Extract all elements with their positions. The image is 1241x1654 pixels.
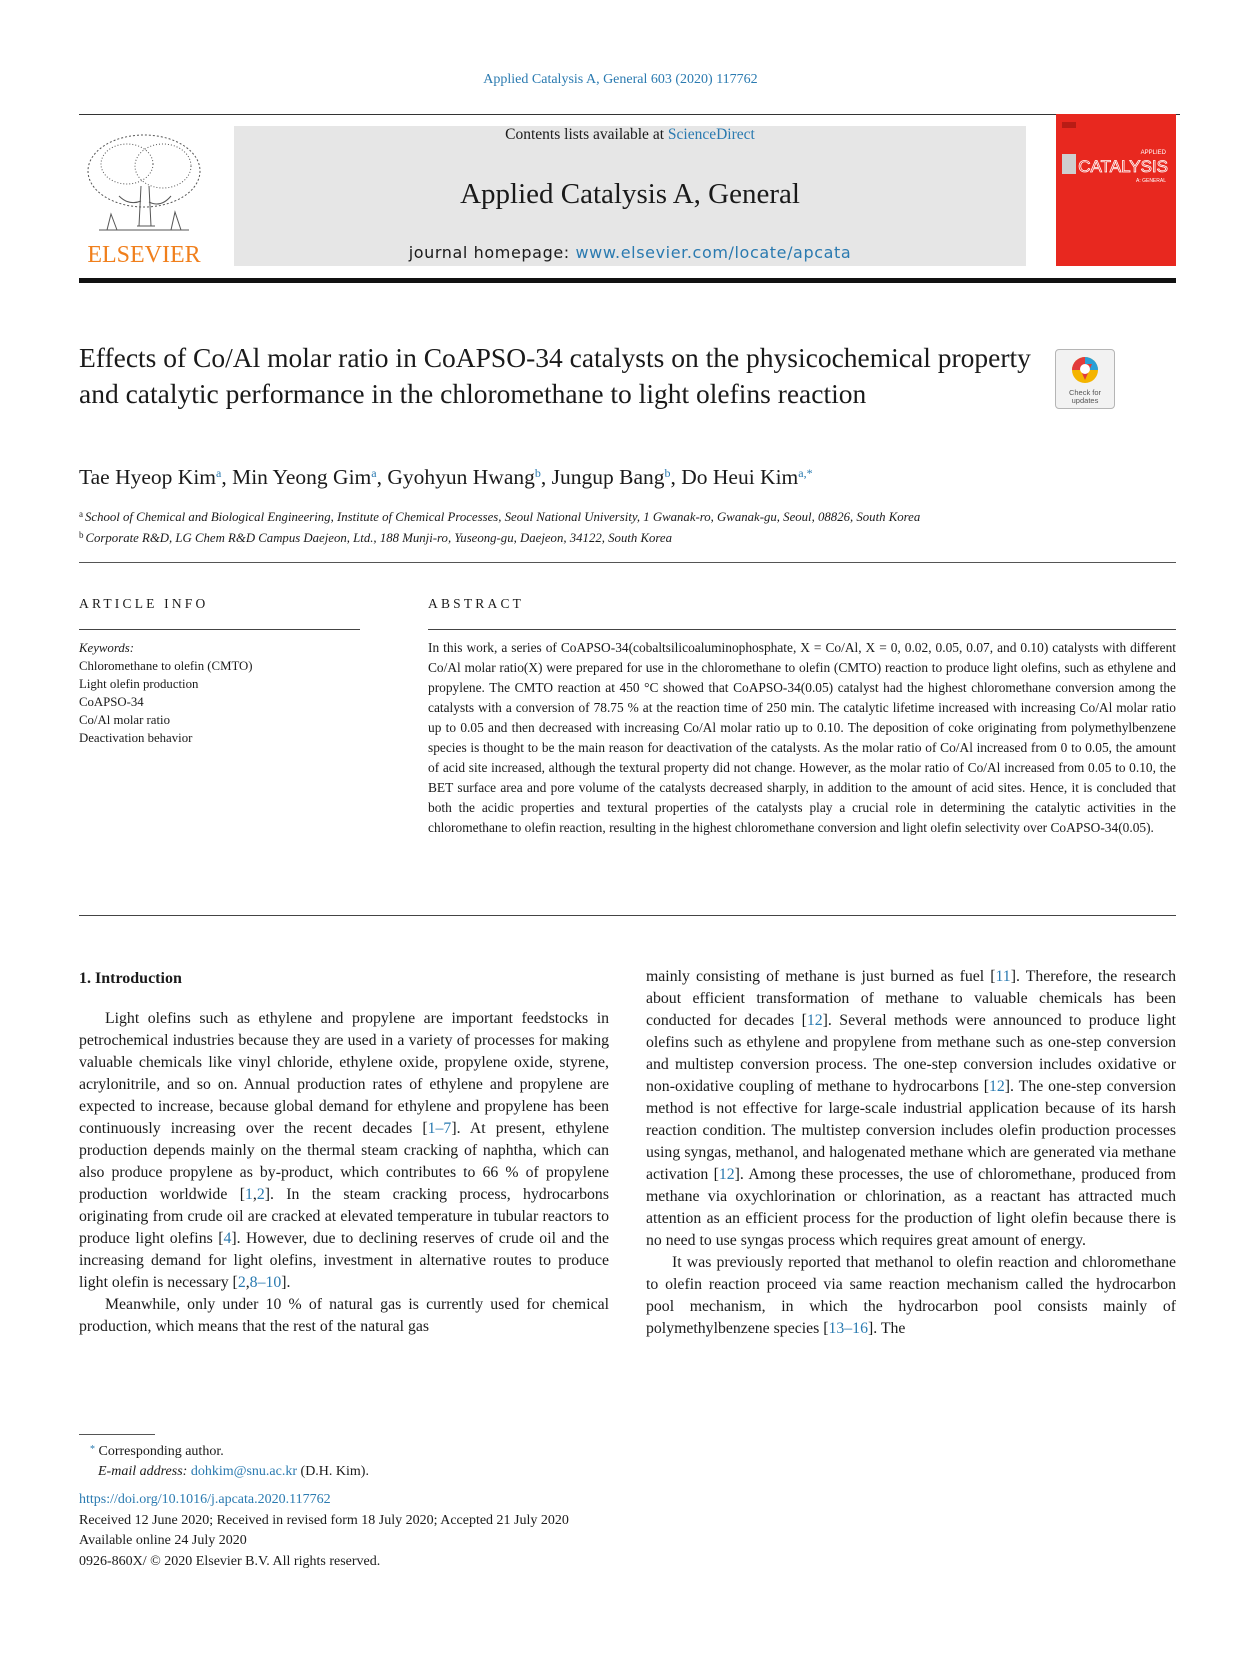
author-affiliation-mark[interactable]: b — [664, 466, 671, 480]
paragraph-text: ]. The — [867, 1320, 906, 1337]
journal-banner — [234, 126, 1026, 266]
body-column-left — [79, 1008, 609, 1338]
contents-line — [234, 126, 1026, 144]
affiliation-b — [79, 526, 1179, 547]
journal-name: Applied Catalysis A, General — [460, 178, 800, 210]
author-separator: , — [221, 465, 233, 489]
footnote-rule — [79, 1434, 155, 1435]
body-column-right — [646, 966, 1176, 1340]
abstract-heading: ABSTRACT — [428, 596, 525, 611]
received-dates: Received 12 June 2020; Received in revised form 18 July 2020; Accepted 21 July 2020 — [79, 1512, 569, 1528]
contents-prefix: Contents lists available at — [505, 126, 668, 143]
paragraph-text: , — [252, 1186, 257, 1203]
citation-link[interactable]: 13–16 — [828, 1320, 868, 1337]
paragraph-text: It was previously reported that methanol to olefin reaction and chloromethane to olefin reaction proceed via same reaction mechanism called the hydrocarbon pool mechanism, in which the hydrocarbon pool consists mainly of polymethylbenzene species [ — [646, 1254, 1176, 1337]
author-name: Gyohyun Hwang — [387, 465, 535, 489]
email-line — [98, 1462, 369, 1482]
paragraph-text: ]. Therefore, the research about efficient transformation of methane to valuable chemicals has been conducted for decades [ — [646, 968, 1176, 1029]
available-online: Available online 24 July 2020 — [79, 1533, 247, 1548]
paragraph-text: , — [245, 1274, 250, 1291]
email-link[interactable]: dohkim@snu.ac.kr — [190, 1464, 298, 1479]
paragraph-text: Light olefins such as ethylene and propylene are important feedstocks in petrochemical industries because they are used in a variety of processes for making valuable chemicals like vinyl chloride, ethylene oxide, propylene oxide, styrene, acrylonitrile, and so on. Annual production rates of ethylene and propylene are expected to increase, because global demand for ethylene and propylene has been continuously increasing over the recent decades [ — [79, 1010, 609, 1137]
citation-link[interactable]: 1 — [244, 1186, 253, 1203]
header-thick-rule — [79, 278, 1176, 283]
author-separator: , — [540, 465, 552, 489]
citation-link[interactable]: 4 — [223, 1230, 232, 1247]
affiliation-text: School of Chemical and Biological Engineering, Institute of Chemical Processes, Seoul National University, 1 Gwanak-ro, Gwanak-gu, Seoul, 08826, South Korea — [85, 510, 921, 524]
author-affiliation-mark[interactable]: b — [534, 466, 541, 480]
cover-art-icon — [1056, 114, 1176, 266]
homepage-link[interactable]: www.elsevier.com/locate/apcata — [575, 243, 852, 262]
keyword: Chloromethane to olefin (CMTO) — [79, 659, 253, 673]
affiliation-mark: a — [79, 509, 83, 519]
paragraph-text: ]. — [281, 1274, 291, 1291]
article-info-heading: ARTICLE INFO — [79, 596, 209, 611]
sciencedirect-link[interactable]: ScienceDirect — [667, 126, 755, 143]
author-affiliation-mark[interactable]: a,* — [798, 466, 813, 480]
author-affiliation-mark[interactable]: a — [216, 466, 222, 480]
check-for-updates-button[interactable] — [1055, 349, 1115, 409]
cover-line2: CATALYSIS — [1078, 157, 1168, 176]
publisher-wordmark: ELSEVIER — [87, 242, 201, 268]
paragraph-text: ]. However, due to declining reserves of crude oil and the increasing demand for light olefins, investment in alternative routes to produce light olefin is necessary [ — [79, 1230, 609, 1291]
citation-link[interactable]: 2 — [237, 1274, 246, 1291]
cover-line3: A: GENERAL — [1135, 178, 1166, 184]
abstract-rule — [428, 629, 1176, 630]
paragraph-text: ]. Among these processes, the use of chloromethane, produced from methane via oxychlorination or chlorination, as a reactant has attracted much attention as an efficient process for the production of light olefin because there is no need to use syngas process which requires great amount of energy. — [646, 1166, 1176, 1249]
article-title: Effects of Co/Al molar ratio in CoAPSO-34 catalysts on the physicochemical property and catalytic performance in the chloromethane to light olefins reaction — [79, 342, 1031, 409]
corresponding-footnote — [90, 1440, 369, 1482]
citation-link[interactable]: 2 — [256, 1186, 265, 1203]
citation-link[interactable]: 12 — [806, 1012, 823, 1029]
citation-link[interactable]: 12 — [718, 1166, 735, 1183]
homepage-line — [234, 243, 1026, 262]
keyword: Co/Al molar ratio — [79, 713, 170, 727]
author-separator: , — [670, 465, 682, 489]
body-paragraph — [79, 1294, 609, 1338]
citation-link[interactable]: 11 — [995, 968, 1011, 985]
check-for-updates-icon — [1056, 350, 1114, 408]
author-name: Do Heui Kim — [681, 465, 799, 489]
corresponding-author-line — [90, 1440, 369, 1462]
article-info-rule — [79, 629, 360, 630]
author-list — [79, 465, 1179, 490]
author-name: Tae Hyeop Kim — [79, 465, 217, 489]
affiliation-rule — [79, 562, 1176, 563]
keywords-block — [79, 639, 369, 747]
tree-icon — [79, 126, 209, 268]
keyword: Deactivation behavior — [79, 731, 193, 745]
body-paragraph — [646, 1252, 1176, 1340]
abstract-text: In this work, a series of CoAPSO-34(cobaltsilicoaluminophosphate, X = Co/Al, X = 0, 0.02, 0.05, 0.07, and 0.10) catalysts with different Co/Al molar ratio(X) were prepared for use in the chloromethane to olefin (CMTO) reaction to produce light olefins, such as ethylene and propylene. The CMTO reaction at 450 °C showed that CoAPSO-34(0.05) catalyst had the highest chloromethane conversion among the catalysts with a conversion of 78.75 % at the reaction time of 250 min. The catalytic lifetime increased with increasing Co/Al molar ratio up to 0.05 and then decreased with increasing Co/Al molar ratio up to 0.10. The deposition of coke originating from polymethylbenzene species is thought to be the main reason for deactivation of the catalysts. As the molar ratio of Co/Al increased from 0 to 0.05, the amount of acid site increased, although the textural property did not change. However, as the molar ratio of Co/Al increased from 0.05 to 0.10, the BET surface area and pore volume of the catalysts decreased sharply, in addition to the amount of acid sites. Hence, it is concluded that both the acidic properties and textural properties of the catalysts play a crucial role in determining the catalytic activities in the chloromethane to olefin reaction, resulting in the highest chloromethane conversion and light olefin selectivity over CoAPSO-34(0.05). — [428, 640, 1176, 835]
publication-info — [79, 1490, 569, 1572]
author-affiliation-mark[interactable]: a — [371, 466, 377, 480]
email-label: E-mail address: — [98, 1464, 191, 1479]
keyword: Light olefin production — [79, 677, 199, 691]
citation-link[interactable]: 1–7 — [427, 1120, 452, 1137]
paragraph-text: ]. Several methods were announced to produce light olefins such as ethylene and propylene from methane such as one-step conversion and multistep conversion process. The one-step conversion includes oxidative or non-oxidative coupling of methane to hydrocarbons [ — [646, 1012, 1177, 1095]
affiliation-a — [79, 505, 1179, 526]
body-paragraph — [79, 1008, 609, 1294]
paragraph-text: mainly consisting of methane is just burned as fuel [ — [646, 968, 996, 985]
paragraph-text: Meanwhile, only under 10 % of natural gas is currently used for chemical production, which means that the rest of the natural gas — [79, 1296, 609, 1335]
doi-link[interactable]: https://doi.org/10.1016/j.apcata.2020.117762 — [79, 1492, 331, 1507]
author-separator: , — [376, 465, 388, 489]
header-rule — [79, 114, 1180, 115]
keywords-title: Keywords: — [79, 641, 134, 655]
check-updates-label-1: Check for — [1068, 388, 1102, 397]
paragraph-text: ]. At present, ethylene production depends mainly on the thermal steam cracking of naphtha, which can also produce propylene as by-product, which contributes to 66 % of propylene production worldwide [ — [79, 1120, 609, 1203]
email-suffix: (D.H. Kim). — [297, 1464, 369, 1479]
homepage-prefix: journal homepage: — [408, 243, 576, 262]
affiliations — [79, 505, 1179, 547]
paragraph-text: ]. The one-step conversion method is not effective for large-scale industrial application because of its harsh reaction condition. The multistep conversion includes olefin production processes using syngas, methanol, and halogenated methane which are generated via methane activation [ — [646, 1078, 1176, 1183]
section-heading-introduction: 1. Introduction — [79, 970, 182, 987]
cover-line1: APPLIED — [1140, 150, 1166, 156]
abstract-bottom-rule — [79, 915, 1176, 916]
check-updates-label-2: updates — [1071, 396, 1099, 405]
paragraph-text: ]. In the steam cracking process, hydrocarbons originating from crude oil are cracked at elevated temperature in tubular reactors to produce light olefins [ — [79, 1186, 609, 1247]
corresponding-label: Corresponding author. — [98, 1444, 224, 1459]
affiliation-text: Corporate R&D, LG Chem R&D Campus Daejeon, Ltd., 188 Munji-ro, Yuseong-gu, Daejeon, 34122, South Korea — [85, 531, 673, 545]
elsevier-logo[interactable] — [79, 126, 209, 268]
running-head[interactable]: Applied Catalysis A, General 603 (2020) 117762 — [483, 72, 758, 87]
keyword: CoAPSO-34 — [79, 695, 144, 709]
citation-link[interactable]: 12 — [988, 1078, 1005, 1095]
asterisk-mark: * — [90, 1444, 95, 1455]
citation-link[interactable]: 8–10 — [249, 1274, 282, 1291]
affiliation-mark: b — [79, 530, 84, 540]
author-name: Jungup Bang — [551, 465, 665, 489]
copyright: 0926-860X/ © 2020 Elsevier B.V. All rights reserved. — [79, 1553, 381, 1569]
author-name: Min Yeong Gim — [232, 465, 372, 489]
journal-cover[interactable] — [1056, 114, 1176, 266]
body-paragraph — [646, 966, 1176, 1252]
